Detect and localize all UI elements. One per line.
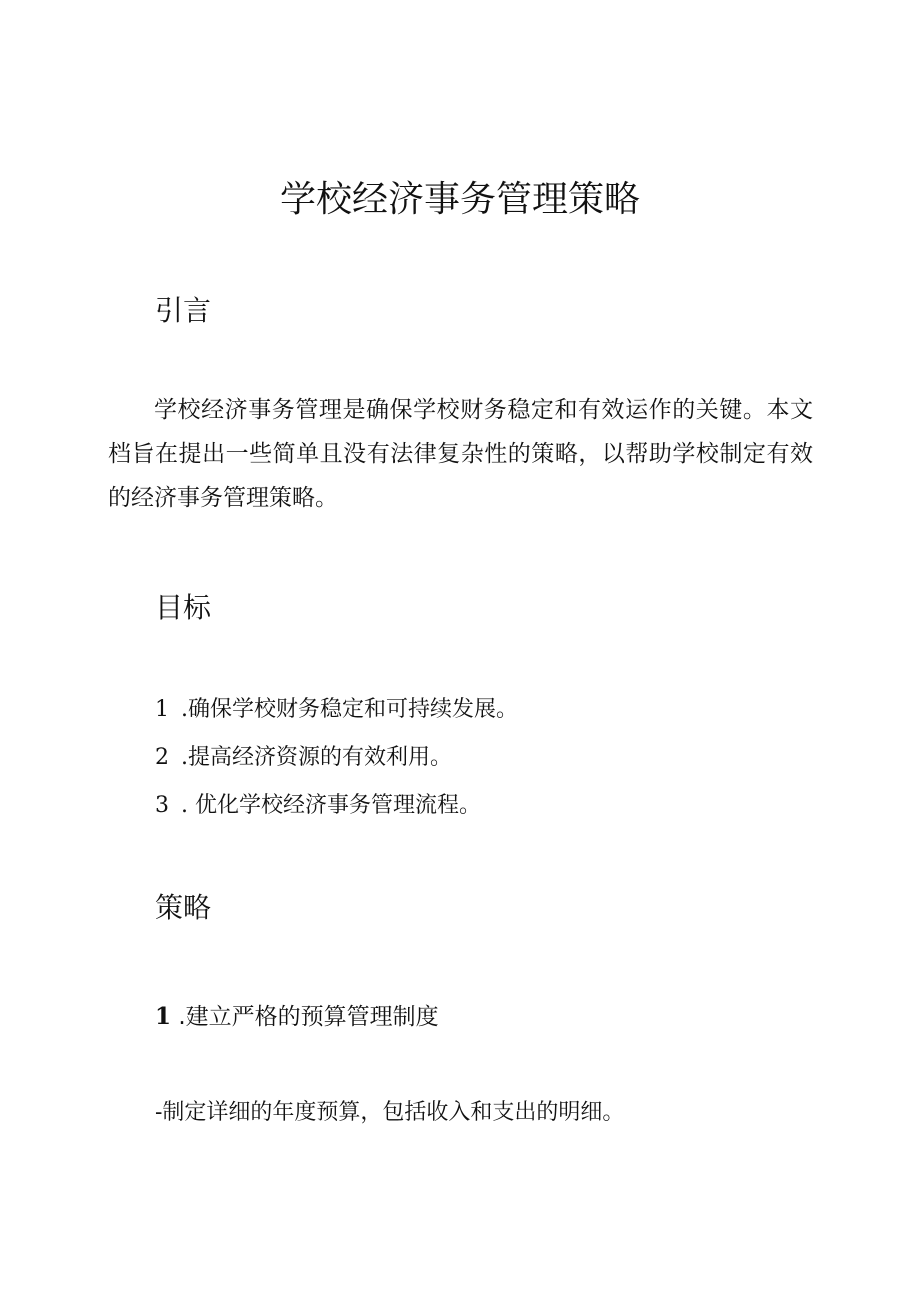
- goal-text: .确保学校财务稳定和可持续发展。: [181, 697, 518, 722]
- intro-heading: 引言: [155, 294, 212, 327]
- goal-text: . 优化学校经济事务管理流程。: [181, 793, 481, 818]
- intro-paragraph: 学校经济事务管理是确保学校财务稳定和有效运作的关键。本文档旨在提出一些简单且没有法律复杂性的策略，以帮助学校制定有效的经济事务管理策略。: [108, 397, 813, 511]
- goals-heading: 目标: [155, 591, 212, 624]
- goal-item: [155, 786, 518, 834]
- strategy-subheading: [155, 999, 439, 1035]
- strategy-detail-line: -制定详细的年度预算，包括收入和支出的明细。: [155, 1100, 625, 1125]
- goals-list: [155, 690, 518, 834]
- goal-number: 2: [155, 745, 169, 770]
- goal-text: .提高经济资源的有效利用。: [181, 745, 452, 770]
- goal-number: 1: [155, 697, 169, 722]
- goal-item: [155, 738, 518, 786]
- strategy-sub-title: .建立严格的预算管理制度: [178, 1004, 439, 1030]
- document-title: 学校经济事务管理策略: [279, 179, 640, 220]
- goal-number: 3: [155, 793, 169, 818]
- goal-item: [155, 690, 518, 738]
- strategy-heading: 策略: [155, 891, 212, 924]
- strategy-sub-number: 1: [155, 1003, 172, 1030]
